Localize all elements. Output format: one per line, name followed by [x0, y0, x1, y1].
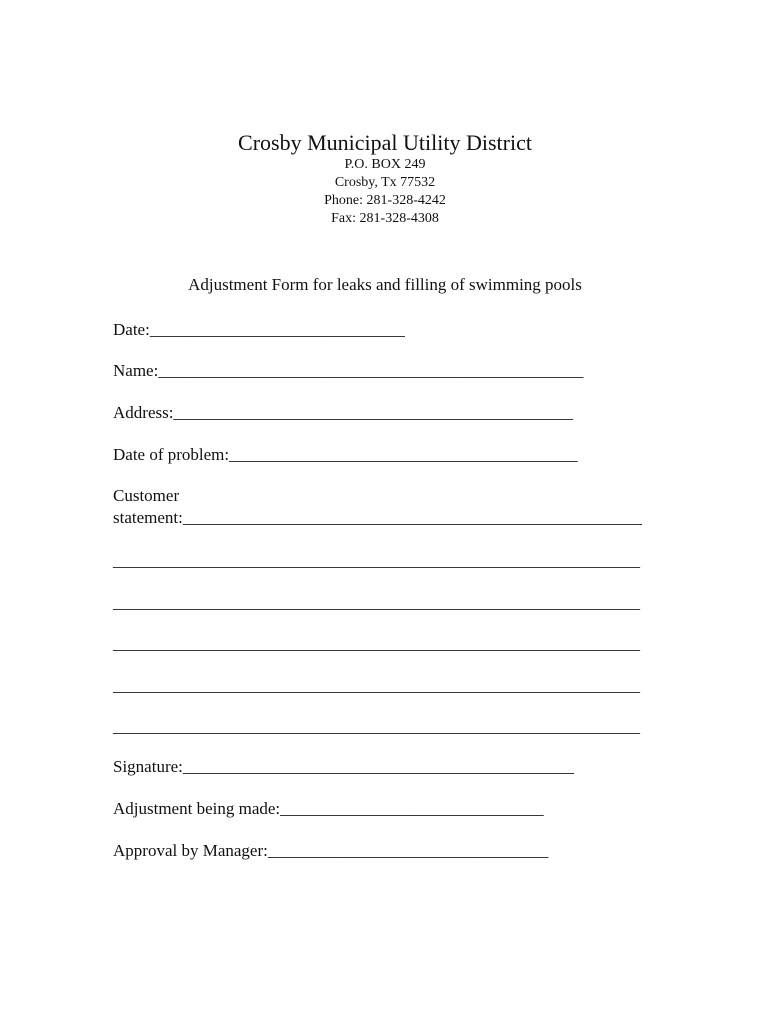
name-field[interactable]: Name:__________________________________________________	[113, 361, 584, 380]
po-box: P.O. BOX 249	[344, 157, 426, 172]
address-field[interactable]: Address:_______________________________________________	[113, 403, 573, 422]
date-of-problem-field[interactable]: Date of problem:_________________________________________	[113, 445, 578, 464]
form-title: Adjustment Form for leaks and filling of swimming pools	[188, 275, 582, 294]
fax-line: Fax: 281-328-4308	[331, 211, 439, 226]
statement-line-5[interactable]: ______________________________________________________________	[113, 717, 640, 736]
customer-statement-field[interactable]: statement:______________________________________________________	[113, 508, 642, 527]
signature-field[interactable]: Signature:______________________________________________	[113, 757, 574, 776]
approval-field[interactable]: Approval by Manager:_________________________________	[113, 841, 549, 860]
date-field[interactable]: Date:______________________________	[113, 320, 405, 339]
adjustment-field[interactable]: Adjustment being made:_______________________________	[113, 799, 544, 818]
statement-line-3[interactable]: ______________________________________________________________	[113, 634, 640, 653]
statement-line-2[interactable]: ______________________________________________________________	[113, 593, 640, 612]
organization-address-block	[0, 156, 770, 228]
statement-line-1[interactable]: ______________________________________________________________	[113, 551, 640, 570]
organization-name: Crosby Municipal Utility District	[238, 130, 532, 155]
customer-label: Customer	[113, 486, 180, 505]
phone-line: Phone: 281-328-4242	[324, 193, 446, 208]
city-line: Crosby, Tx 77532	[334, 175, 436, 190]
statement-line-4[interactable]: ______________________________________________________________	[113, 676, 640, 695]
